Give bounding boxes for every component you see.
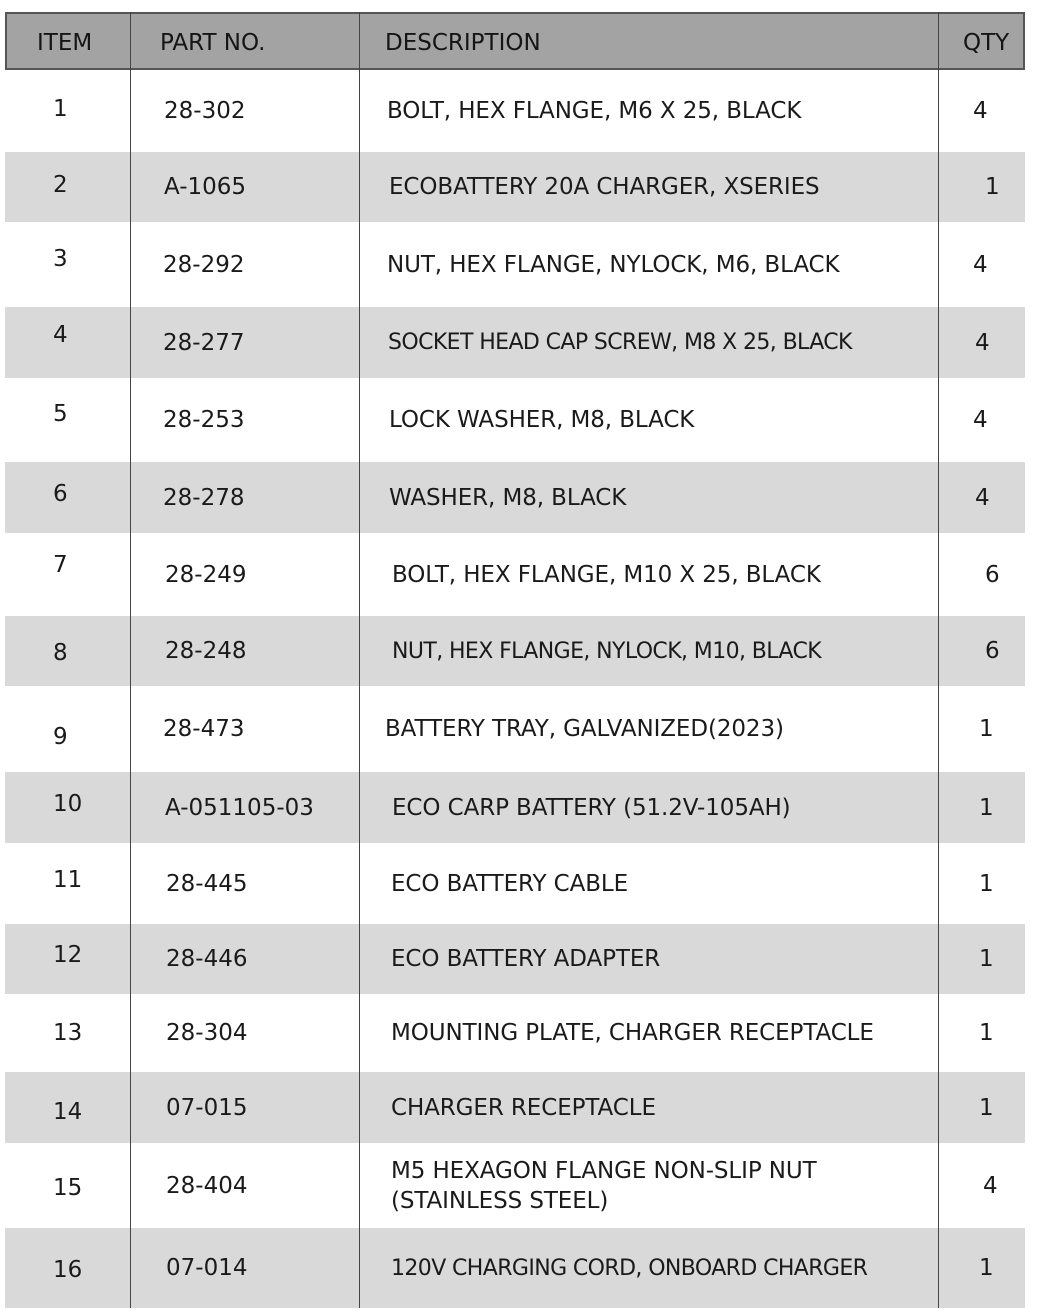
- item-number: 12: [53, 942, 83, 968]
- item-number: 13: [53, 1020, 83, 1046]
- table-row: [5, 533, 1025, 616]
- item-number: 4: [53, 321, 68, 348]
- header-item: ITEM: [37, 30, 93, 56]
- quantity: 1: [979, 870, 994, 897]
- part-description: WASHER, M8, BLACK: [389, 484, 627, 511]
- part-description: NUT, HEX FLANGE, NYLOCK, M10, BLACK: [392, 638, 822, 664]
- quantity: 1: [985, 174, 1000, 200]
- part-number: 28-446: [166, 946, 248, 972]
- quantity: 1: [979, 1020, 994, 1046]
- quantity: 4: [973, 251, 988, 278]
- quantity: 4: [973, 407, 988, 433]
- part-number: A-1065: [164, 174, 247, 200]
- part-description: CHARGER RECEPTACLE: [391, 1094, 656, 1121]
- part-number: 28-445: [166, 870, 248, 897]
- table-row: [5, 222, 1025, 307]
- item-number: 9: [53, 724, 68, 750]
- table-row: [5, 924, 1025, 994]
- part-number: A-051105-03: [165, 794, 314, 821]
- table-row: [5, 378, 1025, 462]
- quantity: 4: [975, 329, 990, 356]
- part-number: 28-404: [166, 1172, 248, 1199]
- part-number: 28-253: [163, 407, 245, 433]
- table-header: [5, 12, 1025, 70]
- part-description: BATTERY TRAY, GALVANIZED(2023): [385, 716, 784, 742]
- item-number: 10: [53, 790, 83, 817]
- table-row: [5, 307, 1025, 378]
- item-number: 7: [53, 551, 68, 578]
- table-row: [5, 843, 1025, 924]
- part-description: 120V CHARGING CORD, ONBOARD CHARGER: [391, 1255, 868, 1281]
- part-description: NUT, HEX FLANGE, NYLOCK, M6, BLACK: [387, 251, 840, 278]
- part-number: 28-473: [163, 716, 245, 742]
- part-description: LOCK WASHER, M8, BLACK: [389, 407, 695, 433]
- table-row: [5, 152, 1025, 222]
- table-row: [5, 1143, 1025, 1228]
- table-row: [5, 462, 1025, 533]
- quantity: 1: [979, 716, 994, 742]
- item-number: 16: [53, 1257, 83, 1283]
- quantity: 6: [985, 638, 1000, 664]
- column-divider-item: [130, 12, 131, 1308]
- part-description: ECO BATTERY ADAPTER: [391, 946, 661, 972]
- quantity: 4: [983, 1172, 998, 1199]
- item-number: 1: [53, 96, 68, 122]
- item-number: 15: [53, 1174, 83, 1201]
- part-number: 07-015: [166, 1094, 248, 1121]
- part-description: SOCKET HEAD CAP SCREW, M8 X 25, BLACK: [388, 330, 852, 355]
- part-description: MOUNTING PLATE, CHARGER RECEPTACLE: [391, 1020, 874, 1046]
- quantity: 1: [979, 1094, 994, 1121]
- header-part-no: PART NO.: [160, 30, 266, 56]
- table-row: [5, 686, 1025, 772]
- quantity: 1: [979, 1255, 994, 1281]
- item-number: 5: [53, 401, 68, 427]
- part-description: M5 HEXAGON FLANGE NON-SLIP NUT (STAINLESS STEEL): [391, 1157, 817, 1214]
- part-number: 28-248: [165, 638, 247, 664]
- table-row: [5, 772, 1025, 843]
- item-number: 14: [53, 1098, 83, 1125]
- quantity: 1: [979, 794, 994, 821]
- parts-table: [5, 12, 1025, 1308]
- column-divider-part-no: [359, 12, 360, 1308]
- item-number: 3: [53, 245, 68, 272]
- part-description: BOLT, HEX FLANGE, M6 X 25, BLACK: [387, 98, 802, 124]
- item-number: 2: [53, 172, 68, 198]
- part-description: ECO BATTERY CABLE: [391, 870, 629, 897]
- part-description: ECOBATTERY 20A CHARGER, XSERIES: [389, 174, 820, 200]
- quantity: 4: [973, 98, 988, 124]
- part-number: 07-014: [166, 1255, 248, 1281]
- table-row: [5, 1072, 1025, 1143]
- part-number: 28-249: [165, 561, 247, 588]
- item-number: 6: [53, 480, 68, 507]
- table-row: [5, 70, 1025, 152]
- item-number: 11: [53, 866, 83, 893]
- part-description: BOLT, HEX FLANGE, M10 X 25, BLACK: [392, 561, 821, 588]
- quantity: 4: [975, 484, 990, 511]
- quantity: 1: [979, 946, 994, 972]
- quantity: 6: [985, 561, 1000, 588]
- part-number: 28-292: [163, 251, 245, 278]
- part-description: ECO CARP BATTERY (51.2V-105AH): [392, 794, 791, 821]
- column-divider-description: [938, 12, 939, 1308]
- header-description: DESCRIPTION: [385, 30, 541, 56]
- table-row: [5, 994, 1025, 1072]
- table-row: [5, 1228, 1025, 1308]
- item-number: 8: [53, 640, 68, 666]
- part-number: 28-277: [163, 329, 245, 356]
- table-row: [5, 616, 1025, 686]
- part-number: 28-302: [164, 98, 246, 124]
- part-number: 28-278: [163, 484, 245, 511]
- header-qty: QTY: [963, 30, 1010, 56]
- part-number: 28-304: [166, 1020, 248, 1046]
